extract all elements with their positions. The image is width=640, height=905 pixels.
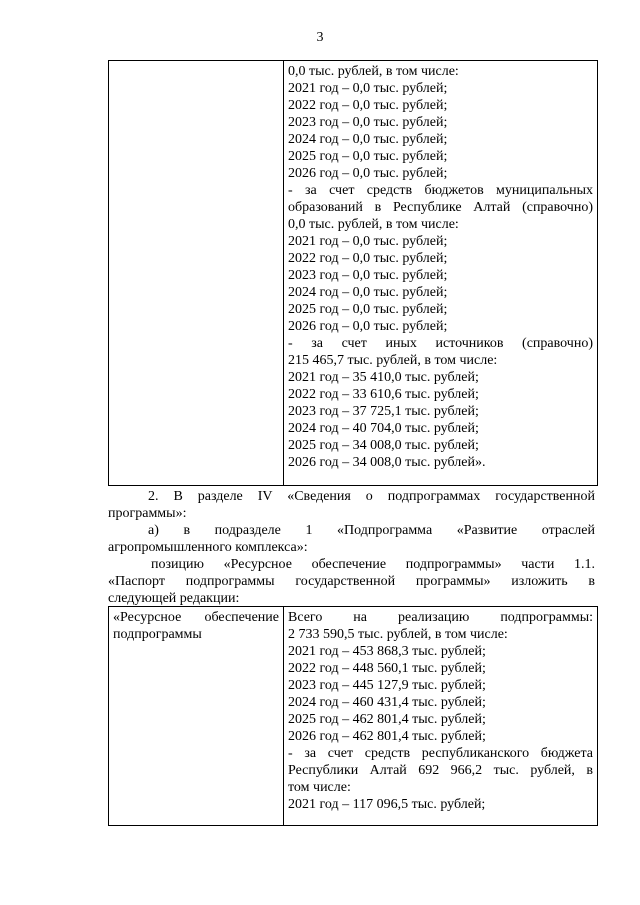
cell-line: 0,0 тыс. рублей, в том числе: — [288, 217, 459, 232]
funding-details-cell — [284, 61, 598, 486]
cell-line: 2024 год – 40 704,0 тыс. рублей; — [288, 421, 479, 436]
cell-line: 2026 год – 0,0 тыс. рублей; — [288, 166, 448, 181]
cell-line: 2022 год – 0,0 тыс. рублей; — [288, 98, 448, 113]
paragraph-line: 2. В разделе IV «Сведения о подпрограммах государственной — [148, 489, 595, 504]
cell-line: 2024 год – 460 431,4 тыс. рублей; — [288, 695, 486, 710]
paragraph-subsection-a — [108, 522, 595, 556]
cell-line: 2021 год – 35 410,0 тыс. рублей; — [288, 370, 479, 385]
cell-line: 2021 год – 0,0 тыс. рублей; — [288, 234, 448, 249]
cell-line: 2021 год – 117 096,5 тыс. рублей; — [288, 797, 486, 812]
cell-line: 2023 год – 445 127,9 тыс. рублей; — [288, 678, 486, 693]
cell-line: 215 465,7 тыс. рублей, в том числе: — [288, 353, 498, 368]
cell-line: образований в Республике Алтай (справочно) — [288, 200, 593, 215]
cell-line: Всего на реализацию подпрограммы: — [288, 610, 593, 625]
paragraph-line: следующей редакции: — [108, 591, 240, 606]
empty-label-cell — [109, 61, 284, 486]
paragraph-position — [108, 556, 595, 607]
paragraph-section-iv — [108, 488, 595, 522]
cell-line: 2025 год – 462 801,4 тыс. рублей; — [288, 712, 486, 727]
paragraph-line: а) в подразделе 1 «Подпрограмма «Развитие отраслей — [148, 523, 595, 538]
cell-line: 2024 год – 0,0 тыс. рублей; — [288, 285, 448, 300]
cell-line: 2022 год – 0,0 тыс. рублей; — [288, 251, 448, 266]
funding-table-continued — [108, 60, 598, 486]
cell-line: «Ресурсное обеспечение — [113, 610, 279, 625]
cell-line: 2025 год – 0,0 тыс. рублей; — [288, 302, 448, 317]
cell-line: 2026 год – 34 008,0 тыс. рублей». — [288, 455, 486, 470]
cell-line: 0,0 тыс. рублей, в том числе: — [288, 64, 459, 79]
cell-line: 2 733 590,5 тыс. рублей, в том числе: — [288, 627, 508, 642]
cell-line: 2022 год – 448 560,1 тыс. рублей; — [288, 661, 486, 676]
resource-label-cell — [109, 607, 284, 826]
cell-line: - за счет иных источников (справочно) — [288, 336, 593, 351]
cell-line: 2021 год – 453 868,3 тыс. рублей; — [288, 644, 486, 659]
paragraph-line: агропромышленного комплекса»: — [108, 540, 308, 555]
table-row — [109, 61, 598, 486]
resource-provision-table — [108, 606, 598, 826]
cell-line: 2021 год – 0,0 тыс. рублей; — [288, 81, 448, 96]
cell-line: 2024 год – 0,0 тыс. рублей; — [288, 132, 448, 147]
page-number: 3 — [316, 30, 324, 45]
cell-line: том числе: — [288, 780, 351, 795]
cell-line: 2025 год – 34 008,0 тыс. рублей; — [288, 438, 479, 453]
table-row — [109, 607, 598, 826]
cell-line: 2026 год – 0,0 тыс. рублей; — [288, 319, 448, 334]
cell-line: - за счет средств бюджетов муниципальных — [288, 183, 593, 198]
paragraph-line: позицию «Ресурсное обеспечение подпрограммы» части 1.1. — [151, 557, 595, 572]
cell-line: 2023 год – 0,0 тыс. рублей; — [288, 268, 448, 283]
paragraph-line: программы»: — [108, 506, 187, 521]
resource-details-cell — [284, 607, 598, 826]
cell-line: 2026 год – 462 801,4 тыс. рублей; — [288, 729, 486, 744]
cell-line: подпрограммы — [113, 627, 202, 642]
cell-line: 2023 год – 0,0 тыс. рублей; — [288, 115, 448, 130]
cell-line: 2022 год – 33 610,6 тыс. рублей; — [288, 387, 479, 402]
cell-line: Республики Алтай 692 966,2 тыс. рублей, в — [288, 763, 593, 778]
paragraph-line: «Паспорт подпрограммы государственной программы» изложить в — [108, 574, 595, 589]
cell-line: - за счет средств республиканского бюджета — [288, 746, 593, 761]
cell-line: 2025 год – 0,0 тыс. рублей; — [288, 149, 448, 164]
cell-line: 2023 год – 37 725,1 тыс. рублей; — [288, 404, 479, 419]
